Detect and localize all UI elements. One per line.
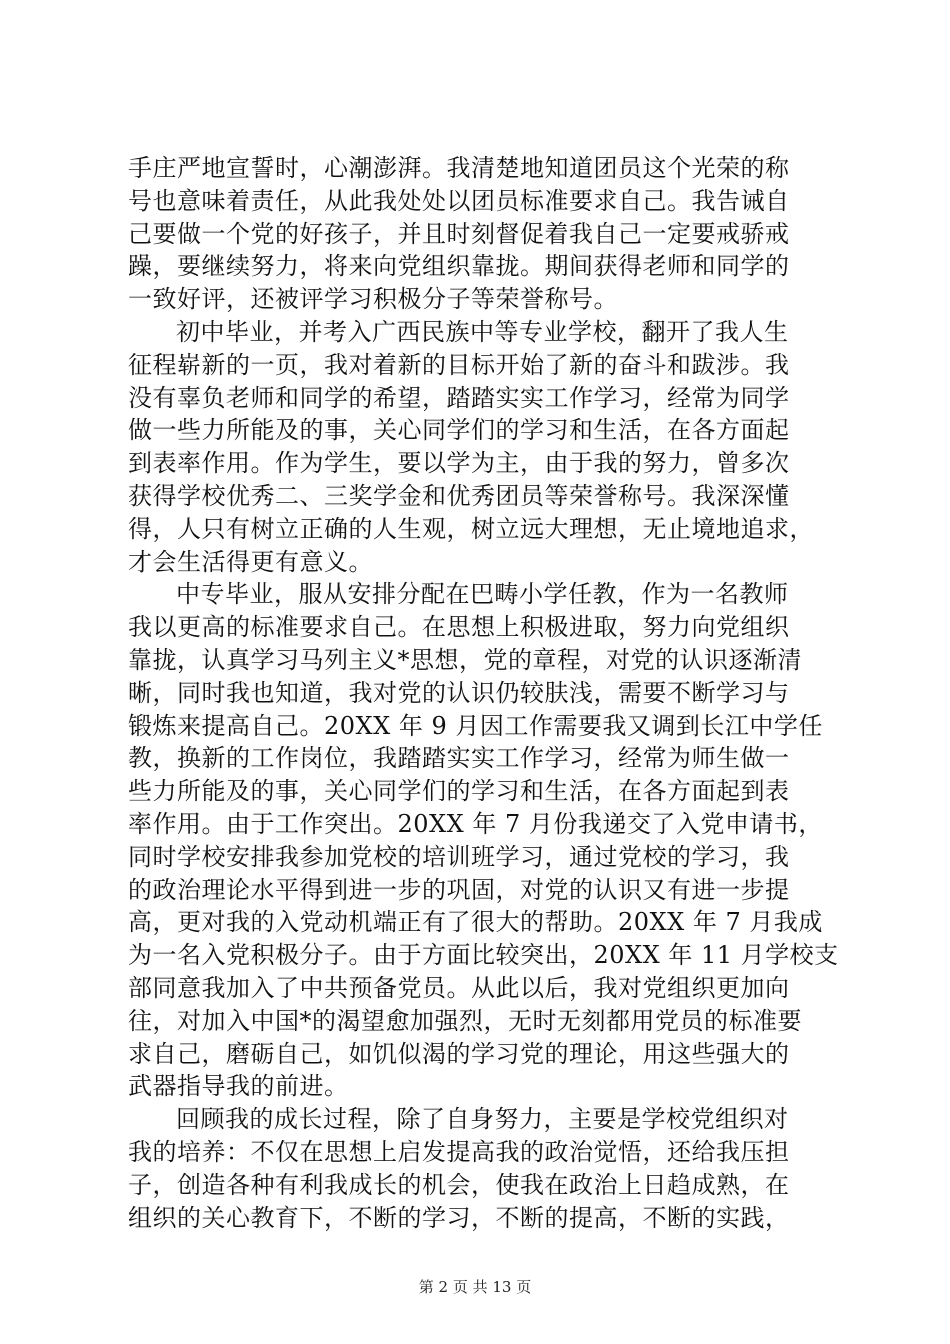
text-line: 初中毕业，并考入广西民族中等专业学校，翻开了我人生 — [176, 317, 789, 346]
text-line: 组织的关心教育下，不断的学习，不断的提高，不断的实践， — [128, 1203, 790, 1232]
text-line: 一致好评，还被评学习积极分子等荣誉称号。 — [128, 285, 618, 314]
paragraph — [128, 1103, 828, 1234]
text-line: 些力所能及的事，关心同学们的学习和生活，在各方面起到表 — [128, 777, 790, 806]
text-line: 己要做一个党的好孩子，并且时刻督促着我自己一定要戒骄戒 — [128, 219, 790, 248]
text-line: 教，换新的工作岗位，我踏踏实实工作学习，经常为师生做一 — [128, 744, 790, 773]
text-line: 躁，要继续努力，将来向党组织靠拢。期间获得老师和同学的 — [128, 252, 790, 281]
text-line: 才会生活得更有意义。 — [128, 547, 373, 576]
text-line: 中专毕业，服从安排分配在巴畴小学任教，作为一名教师 — [176, 580, 789, 609]
text-line: 高，更对我的入党动机端正有了很大的帮助。20XX 年 7 月我成 — [128, 908, 823, 937]
text-line: 子，创造各种有利我成长的机会，使我在政治上日趋成熟，在 — [128, 1170, 790, 1199]
text-line: 为一名入党积极分子。由于方面比较突出，20XX 年 11 月学校支 — [128, 941, 839, 970]
text-line: 武器指导我的前进。 — [128, 1072, 349, 1101]
text-line: 晰，同时我也知道，我对党的认识仍较肤浅，需要不断学习与 — [128, 678, 790, 707]
text-line: 做一些力所能及的事，关心同学们的学习和生活，在各方面起 — [128, 416, 790, 445]
text-line: 获得学校优秀二、三奖学金和优秀团员等荣誉称号。我深深懂 — [128, 481, 790, 510]
text-line: 同时学校安排我参加党校的培训班学习，通过党校的学习，我 — [128, 842, 790, 871]
text-line: 回顾我的成长过程，除了自身努力，主要是学校党组织对 — [176, 1105, 789, 1134]
text-line: 号也意味着责任，从此我处处以团员标准要求自己。我告诫自 — [128, 186, 790, 215]
text-line: 得，人只有树立正确的人生观，树立远大理想，无止境地追求， — [128, 514, 814, 543]
paragraph — [128, 578, 839, 1103]
text-line: 的政治理论水平得到进一步的巩固，对党的认识又有进一步提 — [128, 875, 790, 904]
text-line: 求自己，磨砺自己，如饥似渴的学习党的理论，用这些强大的 — [128, 1039, 790, 1068]
text-line: 征程崭新的一页，我对着新的目标开始了新的奋斗和跋涉。我 — [128, 350, 790, 379]
paragraph — [128, 152, 828, 316]
text-line: 我的培养：不仅在思想上启发提高我的政治觉悟，还给我压担 — [128, 1137, 790, 1166]
text-line: 到表率作用。作为学生，要以学为主，由于我的努力，曾多次 — [128, 449, 790, 478]
text-line: 率作用。由于工作突出。20XX 年 7 月份我递交了入党申请书， — [128, 809, 823, 838]
text-line: 往，对加入中国*的渴望愈加强烈，无时无刻都用党员的标准要 — [128, 1006, 802, 1035]
text-line: 部同意我加入了中共预备党员。从此以后，我对党组织更加向 — [128, 973, 790, 1002]
body-text — [128, 152, 839, 1234]
text-line: 靠拢，认真学习马列主义*思想，党的章程，对党的认识逐渐清 — [128, 645, 802, 674]
text-line: 没有辜负老师和同学的希望，踏踏实实工作学习，经常为同学 — [128, 383, 790, 412]
paragraph — [128, 316, 828, 578]
text-line: 我以更高的标准要求自己。在思想上积极进取，努力向党组织 — [128, 613, 790, 642]
page-footer: 第 2 页 共 13 页 — [418, 1278, 532, 1296]
text-line: 锻炼来提高自己。20XX 年 9 月因工作需要我又调到长江中学任 — [128, 711, 823, 740]
text-line: 手庄严地宣誓时，心潮澎湃。我清楚地知道团员这个光荣的称 — [128, 154, 790, 182]
